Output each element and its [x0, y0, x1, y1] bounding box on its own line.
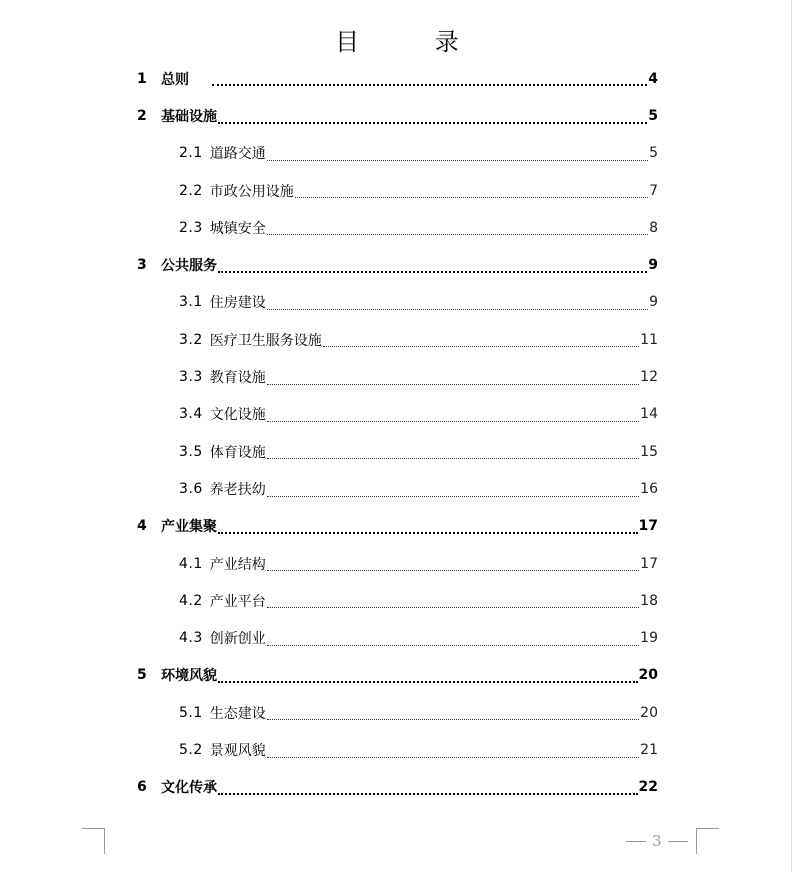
toc-entry-page: 16	[640, 480, 658, 497]
toc-entry-number: 1	[137, 70, 147, 87]
toc-section-entry[interactable]	[137, 731, 658, 768]
toc-dot-leader	[323, 336, 639, 347]
toc-entry-page: 8	[649, 219, 658, 236]
toc-entry-label: 环境风貌	[161, 668, 217, 685]
toc-entry-page: 5	[648, 107, 658, 124]
toc-entry-label: 产业结构	[209, 556, 266, 573]
toc-entry-label: 道路交通	[209, 146, 266, 163]
footer-dash-right	[668, 841, 688, 842]
toc-entry-page: 17	[640, 555, 658, 572]
toc-entry-label: 生态建设	[209, 705, 266, 722]
toc-entry-number: 2.2	[179, 182, 203, 199]
toc-entry-page: 5	[649, 145, 658, 162]
toc-dot-leader	[267, 560, 639, 571]
toc-entry-label: 产业集聚	[161, 519, 217, 536]
toc-entry-number: 3.1	[179, 294, 203, 311]
toc-entry-label: 产业平台	[209, 593, 266, 610]
toc-section-entry[interactable]	[137, 433, 658, 470]
toc-entry-label: 教育设施	[209, 370, 266, 387]
toc-entry-label: 文化设施	[209, 407, 266, 424]
toc-chapter-entry[interactable]	[137, 508, 658, 545]
toc-entry-number: 4.1	[179, 555, 203, 572]
toc-section-entry[interactable]	[137, 321, 658, 358]
toc-entry-number: 3.2	[179, 331, 203, 348]
toc-chapter-entry[interactable]	[137, 657, 658, 694]
toc-section-entry[interactable]	[137, 582, 658, 619]
toc-entry-page: 4	[648, 70, 658, 87]
toc-dot-leader	[267, 597, 639, 608]
footer-dash-left	[626, 841, 646, 842]
toc-entry-page: 12	[640, 369, 658, 386]
toc-entry-label: 总则	[161, 71, 189, 88]
toc-section-entry[interactable]	[137, 619, 658, 656]
toc-entry-page: 19	[640, 630, 658, 647]
toc-entry-label: 公共服务	[161, 258, 217, 275]
toc-entry-label: 医疗卫生服务设施	[209, 332, 322, 349]
toc-dot-leader	[267, 299, 648, 310]
toc-entry-page: 20	[640, 704, 658, 721]
toc-dot-leader	[267, 150, 648, 161]
toc-entry-number: 3.3	[179, 369, 203, 386]
toc-entry-page: 7	[649, 182, 658, 199]
toc-entry-page: 15	[640, 443, 658, 460]
table-of-contents	[137, 60, 658, 806]
page-number: 3	[652, 832, 662, 850]
page-corner-mark-right	[696, 828, 719, 854]
toc-section-entry[interactable]	[137, 172, 658, 209]
toc-entry-number: 6	[137, 779, 147, 796]
toc-section-entry[interactable]	[137, 135, 658, 172]
toc-chapter-entry[interactable]	[137, 246, 658, 283]
toc-dot-leader	[218, 783, 638, 795]
toc-entry-page: 14	[640, 406, 658, 423]
toc-entry-number: 3.5	[179, 443, 203, 460]
page-footer	[626, 832, 696, 850]
toc-dot-leader	[267, 374, 639, 385]
toc-section-entry[interactable]	[137, 284, 658, 321]
toc-entry-number: 3	[137, 257, 147, 274]
toc-entry-page: 11	[640, 331, 658, 348]
toc-dot-leader	[267, 486, 639, 497]
toc-entry-label: 城镇安全	[209, 220, 266, 237]
toc-section-entry[interactable]	[137, 470, 658, 507]
toc-section-entry[interactable]	[137, 358, 658, 395]
toc-dot-leader	[267, 411, 639, 422]
toc-entry-number: 3.6	[179, 480, 203, 497]
toc-entry-number: 4.2	[179, 592, 203, 609]
toc-entry-page: 9	[648, 257, 658, 274]
toc-dot-leader	[218, 261, 647, 273]
toc-entry-page: 22	[638, 779, 658, 796]
toc-entry-page: 9	[649, 294, 658, 311]
toc-dot-leader	[267, 224, 648, 235]
toc-entry-label: 市政公用设施	[209, 183, 294, 200]
toc-entry-number: 2.3	[179, 219, 203, 236]
toc-entry-label: 养老扶幼	[209, 481, 266, 498]
toc-section-entry[interactable]	[137, 545, 658, 582]
toc-dot-leader	[212, 74, 647, 86]
toc-entry-label: 住房建设	[209, 295, 266, 312]
toc-dot-leader	[267, 448, 639, 459]
toc-dot-leader	[267, 635, 639, 646]
toc-entry-number: 4.3	[179, 630, 203, 647]
toc-entry-label: 文化传承	[161, 780, 217, 797]
toc-entry-number: 5	[137, 667, 147, 684]
toc-dot-leader	[295, 187, 648, 198]
toc-dot-leader	[267, 709, 639, 720]
toc-dot-leader	[218, 671, 638, 683]
toc-entry-page: 17	[638, 518, 658, 535]
toc-entry-label: 体育设施	[209, 444, 266, 461]
toc-chapter-entry[interactable]	[137, 769, 658, 806]
page-title: 目 录	[335, 28, 493, 56]
toc-entry-number: 5.1	[179, 704, 203, 721]
toc-entry-label: 创新创业	[209, 631, 266, 648]
toc-entry-number: 3.4	[179, 406, 203, 423]
toc-entry-number: 2.1	[179, 145, 203, 162]
toc-section-entry[interactable]	[137, 396, 658, 433]
toc-dot-leader	[267, 747, 639, 758]
toc-section-entry[interactable]	[137, 694, 658, 731]
toc-section-entry[interactable]	[137, 209, 658, 246]
toc-dot-leader	[218, 112, 647, 124]
toc-entry-number: 2	[137, 107, 147, 124]
toc-dot-leader	[218, 522, 638, 534]
toc-entry-label: 景观风貌	[209, 742, 266, 759]
toc-chapter-entry[interactable]	[137, 60, 658, 97]
page-edge	[791, 0, 792, 872]
toc-chapter-entry[interactable]	[137, 97, 658, 134]
toc-entry-label: 基础设施	[161, 108, 217, 125]
toc-entry-page: 20	[638, 667, 658, 684]
toc-entry-number: 4	[137, 518, 147, 535]
toc-entry-page: 18	[640, 592, 658, 609]
page-corner-mark-left	[82, 828, 105, 854]
toc-entry-number: 5.2	[179, 741, 203, 758]
toc-entry-page: 21	[640, 741, 658, 758]
